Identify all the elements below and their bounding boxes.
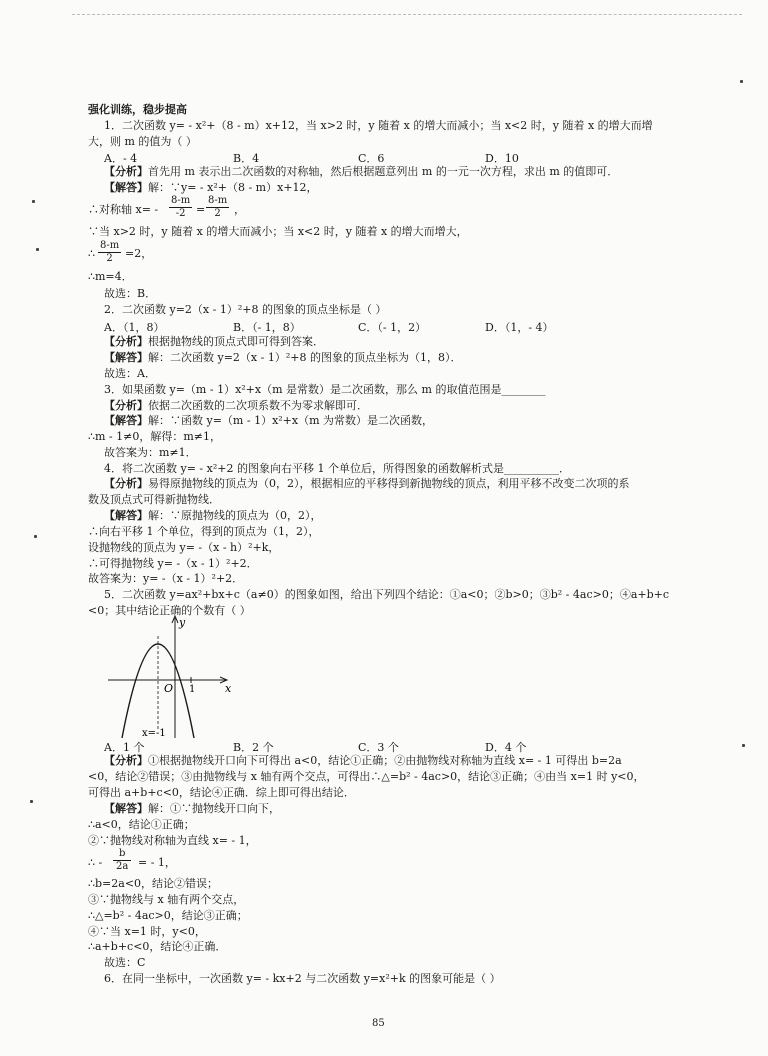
q5-stem-line1: 5．二次函数 y=ax²+bx+c（a≠0）的图象如图，给出下列四个结论：①a<0；②b>0；③b² - 4ac>0；④a+b+c bbox=[104, 588, 670, 601]
scan-speck bbox=[30, 800, 33, 803]
q4-solution bbox=[104, 509, 322, 523]
q5-option-d: D．4 个 bbox=[485, 741, 527, 754]
analysis-tag: 【分析】 bbox=[104, 335, 148, 348]
scan-speck bbox=[742, 744, 745, 747]
q2-option-b: B．（- 1，8） bbox=[233, 321, 301, 334]
scan-speck bbox=[36, 248, 39, 251]
y-axis-label: y bbox=[179, 616, 186, 629]
q5-option-c: C．3 个 bbox=[358, 741, 399, 754]
q4-analysis-line2: 数及顶点式可得新抛物线． bbox=[88, 493, 220, 506]
q2-answer: 故选：A． bbox=[104, 367, 156, 380]
q1-analysis-text: 首先用 m 表示出二次函数的对称轴，然后根据题意列出 m 的一元一次方程，求出 m 的值即可． bbox=[148, 165, 619, 178]
q5-l7: ∴△=b² - 4ac>0，结论③正确； bbox=[88, 909, 248, 922]
q5-option-a: A．1 个 bbox=[104, 741, 145, 754]
q1-answer: 故选：B． bbox=[104, 287, 157, 300]
q4-line3: 设抛物线的顶点为 y= -（x - h）²+k， bbox=[88, 541, 280, 554]
q5-analysis bbox=[104, 754, 622, 768]
q1-fraction-1 bbox=[169, 195, 192, 220]
q2-option-c: C．（- 1，2） bbox=[358, 321, 427, 334]
analysis-tag: 【分析】 bbox=[104, 165, 148, 178]
fraction-numerator: 8-m bbox=[171, 195, 191, 206]
q5-analysis-line2: <0，结论②错误；③由抛物线与 x 轴有两个交点，可得出∴△=b² - 4ac>0，结论③正确；④由当 x=1 时 y<0， bbox=[88, 770, 645, 783]
fraction-denominator: 2 bbox=[106, 253, 113, 264]
q5-l4-suffix: = - 1， bbox=[138, 856, 176, 869]
symmetry-axis-label: x=-1 bbox=[142, 728, 166, 739]
q5-l3: ②∵抛物线对称轴为直线 x= - 1， bbox=[88, 834, 257, 847]
q5-l8: ④∵当 x=1 时，y<0， bbox=[88, 925, 206, 938]
q1-stem-line2: 大，则 m 的值为（ ） bbox=[88, 135, 197, 148]
solution-tag: 【解答】 bbox=[104, 181, 148, 194]
q4-stem: 4．将二次函数 y= - x²+2 的图象向右平移 1 个单位后，所得图象的函数解析式是__________． bbox=[104, 462, 570, 475]
fraction-denominator: 2 bbox=[214, 208, 221, 219]
q1-solution bbox=[104, 181, 318, 195]
fraction-numerator: b bbox=[113, 848, 131, 861]
q5-option-b: B．2 个 bbox=[233, 741, 274, 754]
q5-l6: ③∵抛物线与 x 轴有两个交点， bbox=[88, 893, 245, 906]
q4-answer: 故答案为：y= -（x - 1）²+2． bbox=[88, 572, 244, 585]
q1-result: ∴m=4． bbox=[88, 270, 133, 283]
page-number: 85 bbox=[372, 1018, 385, 1029]
analysis-tag: 【分析】 bbox=[104, 477, 148, 490]
scan-speck bbox=[32, 200, 35, 203]
q1-frac3-suffix: =2， bbox=[125, 247, 153, 260]
q5-l5: ∴b=2a<0，结论②错误； bbox=[88, 877, 219, 890]
q1-option-c: C．6 bbox=[358, 152, 385, 165]
q1-option-a: A．- 4 bbox=[104, 152, 138, 165]
q2-option-d: D．（1，- 4） bbox=[485, 321, 554, 334]
q1-option-d: D．10 bbox=[485, 152, 519, 165]
fraction-denominator: -2 bbox=[175, 208, 186, 219]
q5-l4-prefix: ∴ - bbox=[88, 856, 103, 869]
q5-analysis-line1: ①根据抛物线开口向下可得出 a<0，结论①正确；②由抛物线对称轴为直线 x= - 1 可得出 b=2a bbox=[148, 754, 622, 767]
q1-analysis bbox=[104, 165, 618, 179]
q1-solution-line3: ∵当 x>2 时，y 随着 x 的增大而减小；当 x<2 时，y 随着 x 的增大而增大， bbox=[88, 225, 468, 238]
one-label: 1 bbox=[189, 684, 196, 695]
q5-parabola-graph bbox=[100, 612, 240, 740]
analysis-tag: 【分析】 bbox=[104, 754, 148, 767]
q1-equals: = bbox=[196, 203, 206, 216]
q5-fraction bbox=[113, 848, 131, 873]
q4-solution-text: 解：∵原抛物线的顶点为（0，2）， bbox=[148, 509, 322, 522]
q3-line2: ∴m - 1≠0，解得：m≠1， bbox=[88, 430, 221, 443]
q5-l2: ∴a<0，结论①正确； bbox=[88, 818, 195, 831]
q4-line4: ∴可得抛物线 y= -（x - 1）²+2． bbox=[88, 557, 258, 570]
analysis-tag: 【分析】 bbox=[104, 399, 148, 412]
q3-answer: 故答案为：m≠1． bbox=[104, 446, 197, 459]
q1-option-b: B．4 bbox=[233, 152, 260, 165]
q1-solution-line1: 解：∵y= - x²+（8 - m）x+12， bbox=[148, 181, 318, 194]
q5-solution-text: 解：①∵抛物线开口向下， bbox=[148, 802, 280, 815]
q3-solution-text: 解：∵函数 y=（m - 1）x²+x（m 为常数）是二次函数， bbox=[148, 414, 434, 427]
q5-stem-line2: <0；其中结论正确的个数有（ ） bbox=[88, 604, 251, 617]
q5-answer: 故选：C bbox=[104, 956, 146, 969]
origin-label: O bbox=[164, 682, 174, 695]
q2-solution-text: 解：二次函数 y=2（x - 1）²+8 的图象的顶点坐标为（1，8）． bbox=[148, 351, 462, 364]
q3-analysis bbox=[104, 399, 368, 413]
q1-therefore: ∴ bbox=[88, 247, 95, 260]
scan-speck bbox=[34, 535, 37, 538]
top-scan-border bbox=[72, 14, 742, 15]
solution-tag: 【解答】 bbox=[104, 351, 148, 364]
q5-solution bbox=[104, 802, 280, 816]
q1-stem-line1: 1．二次函数 y= - x²+（8 - m）x+12，当 x>2 时，y 随着 x 的增大而减小；当 x<2 时，y 随着 x 的增大而增 bbox=[104, 119, 653, 132]
q2-analysis-text: 根据抛物线的顶点式即可得到答案． bbox=[148, 335, 324, 348]
fraction-denominator: 2a bbox=[116, 861, 129, 872]
q1-axis-suffix: ， bbox=[234, 203, 245, 216]
scan-speck bbox=[740, 80, 743, 83]
q1-axis-prefix: ∴对称轴 x= - bbox=[88, 203, 159, 216]
q1-fraction-2 bbox=[206, 195, 229, 220]
solution-tag: 【解答】 bbox=[104, 414, 148, 427]
q4-analysis bbox=[104, 477, 630, 491]
fraction-numerator: 8-m bbox=[100, 240, 120, 251]
q6-stem: 6．在同一坐标中，一次函数 y= - kx+2 与二次函数 y=x²+k 的图象可能是（ ） bbox=[104, 972, 501, 985]
x-axis-label: x bbox=[225, 682, 232, 695]
q2-option-a: A．（1，8） bbox=[104, 321, 165, 334]
q3-solution bbox=[104, 414, 433, 428]
solution-tag: 【解答】 bbox=[104, 802, 148, 815]
q4-analysis-line1: 易得原抛物线的顶点为（0，2），根据相应的平移得到新抛物线的顶点，利用平移不改变二次项的系 bbox=[148, 477, 630, 490]
q1-fraction-3 bbox=[98, 240, 121, 265]
q5-l9: ∴a+b+c<0，结论④正确． bbox=[88, 940, 227, 953]
q5-analysis-line3: 可得出 a+b+c<0，结论④正确．综上即可得出结论． bbox=[88, 786, 355, 799]
q3-stem: 3．如果函数 y=（m - 1）x²+x（m 是常数）是二次函数，那么 m 的取值范围是________ bbox=[104, 383, 546, 396]
solution-tag: 【解答】 bbox=[104, 509, 148, 522]
q2-stem: 2．二次函数 y=2（x - 1）²+8 的图象的顶点坐标是（ ） bbox=[104, 303, 387, 316]
section-title: 强化训练，稳步提高 bbox=[88, 103, 187, 116]
q4-line2: ∴向右平移 1 个单位，得到的顶点为（1，2）， bbox=[88, 525, 320, 538]
fraction-numerator: 8-m bbox=[208, 195, 228, 206]
q2-solution bbox=[104, 351, 461, 365]
q3-analysis-text: 依据二次函数的二次项系数不为零求解即可． bbox=[148, 399, 368, 412]
q2-analysis bbox=[104, 335, 324, 349]
